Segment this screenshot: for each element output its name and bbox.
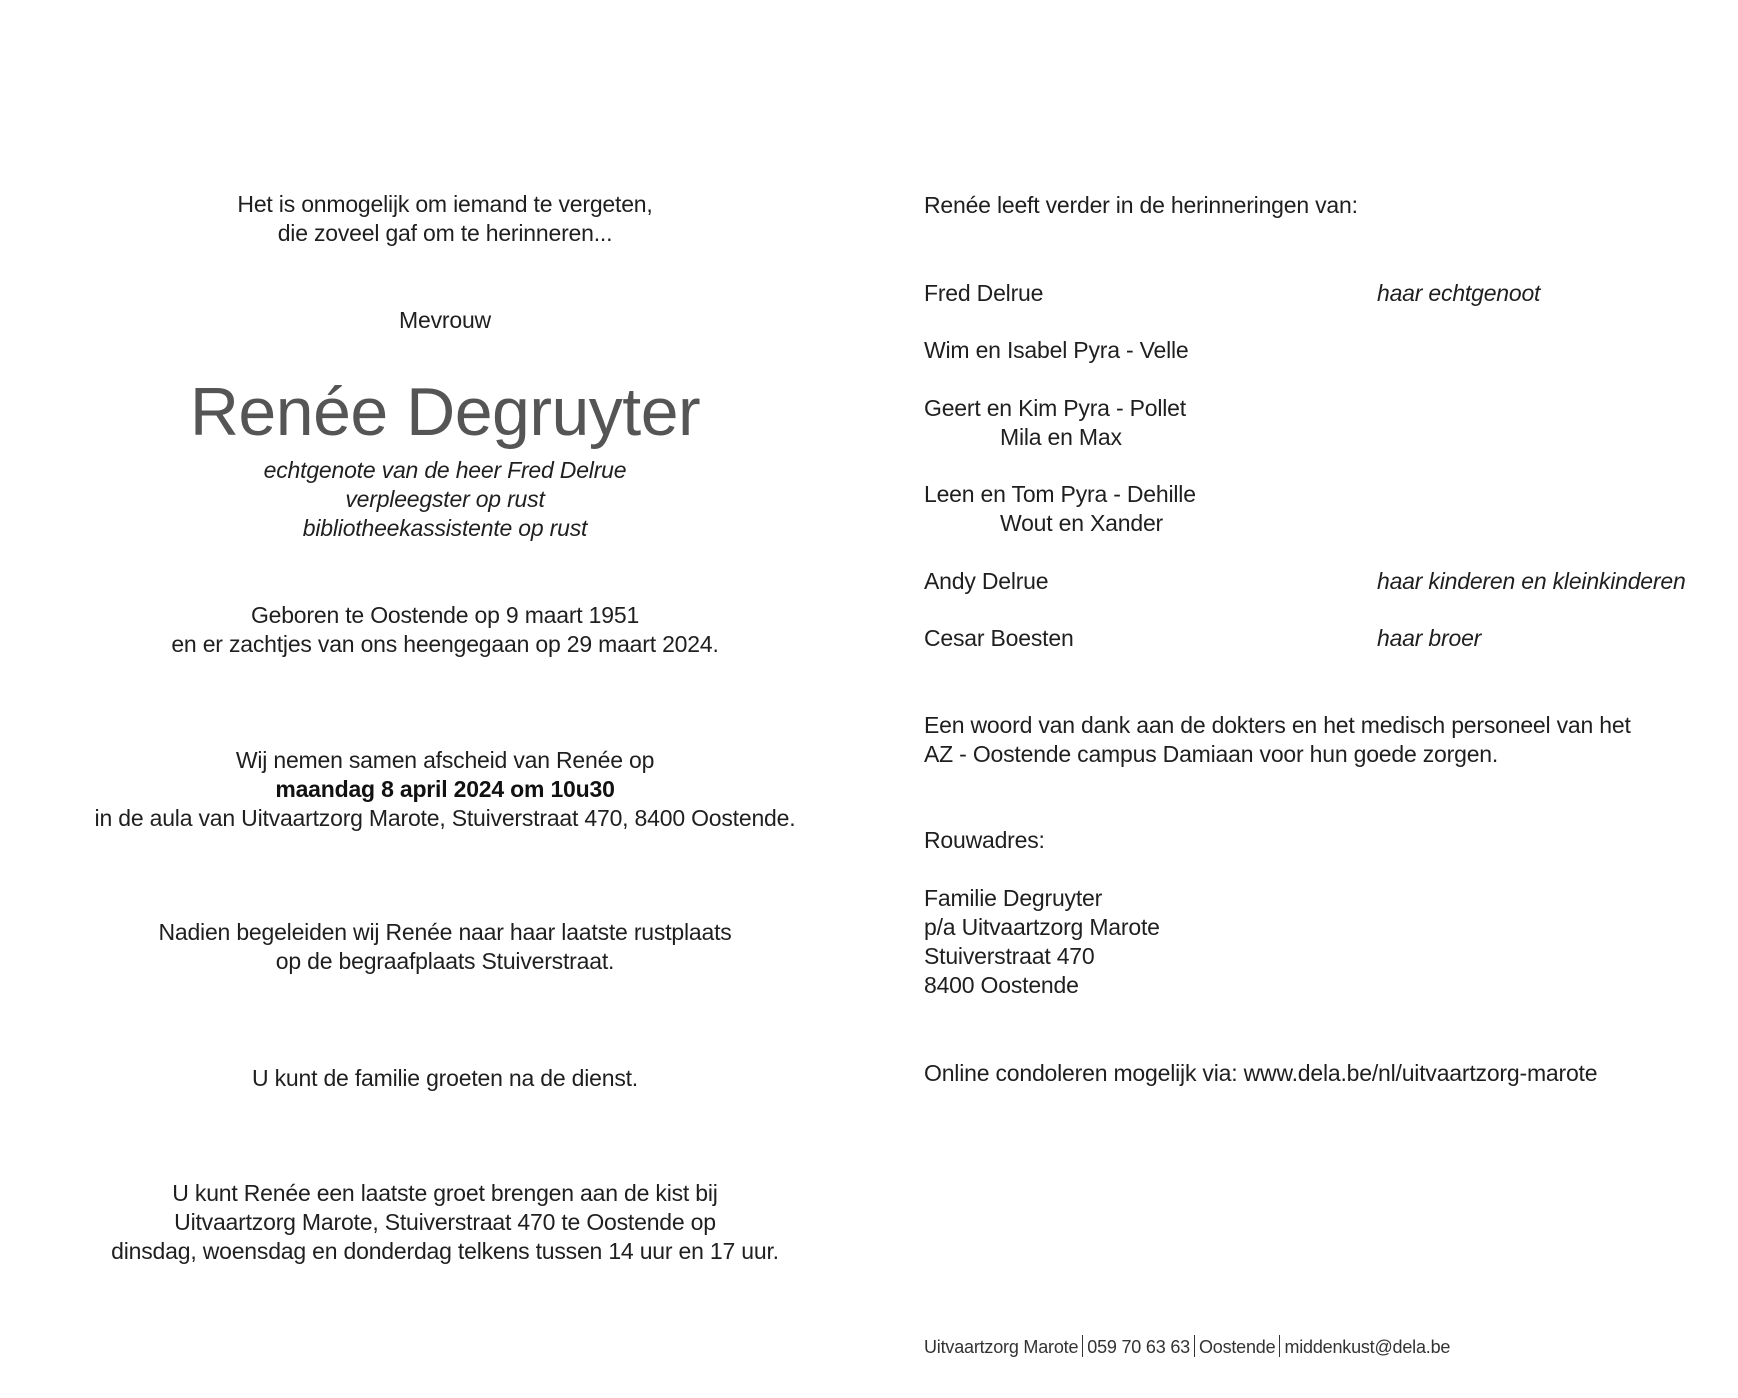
subtitle-spouse: echtgenote van de heer Fred Delrue <box>263 457 627 483</box>
address-line-2: p/a Uitvaartzorg Marote <box>924 914 1160 940</box>
address-line-3: Stuiverstraat 470 <box>924 943 1095 969</box>
thanks-line-2: AZ - Oostende campus Damiaan voor hun goede zorgen. <box>924 741 1499 767</box>
salutation-text: Mevrouw <box>399 307 491 333</box>
address-line-1: Familie Degruyter <box>924 885 1103 911</box>
footer-city: Oostende <box>1198 1337 1276 1357</box>
family-member-relation: haar broer <box>1377 625 1482 651</box>
family-member-relation: haar echtgenoot <box>1377 280 1541 306</box>
opening-quote <box>90 190 800 248</box>
footer-phone: 059 70 63 63 <box>1087 1337 1190 1357</box>
greeting-line: U kunt de familie groeten na de dienst. <box>252 1065 638 1091</box>
family-member-name: Wim en Isabel Pyra - Velle <box>924 337 1189 363</box>
right-column <box>924 0 1724 1398</box>
salutation <box>90 306 800 335</box>
address-label: Rouwadres: <box>924 827 1045 853</box>
separator-divider <box>1082 1335 1083 1357</box>
family-member-relation: haar kinderen en kleinkinderen <box>1377 568 1686 594</box>
subtitle-profession-2: bibliotheekassistente op rust <box>302 515 588 541</box>
separator-divider <box>1279 1335 1280 1357</box>
footer-contact <box>924 1335 1450 1359</box>
farewell-intro: Wij nemen samen afscheid van Renée op <box>235 747 655 773</box>
thanks-line-1: Een woord van dank aan de dokters en het medisch personeel van het <box>924 712 1631 738</box>
burial-line-2: op de begraafplaats Stuiverstraat. <box>275 948 615 974</box>
subtitle-profession-1: verpleegster op rust <box>345 486 545 512</box>
online-condolences-label: Online condoleren mogelijk via: <box>924 1060 1238 1086</box>
burial-info <box>90 918 800 976</box>
family-member-name: Andy Delrue <box>924 568 1049 594</box>
condolences-link[interactable]: www.dela.be/nl/uitvaartzorg-marote <box>1243 1060 1598 1086</box>
family-member-name: Leen en Tom Pyra - Dehille <box>924 481 1196 507</box>
family-member-children: Mila en Max <box>1000 424 1122 450</box>
left-column <box>90 0 800 1398</box>
quote-line-1: Het is onmogelijk om iemand te vergeten, <box>237 191 653 217</box>
deceased-subtitles <box>90 456 800 543</box>
family-member-children: Wout en Xander <box>1000 510 1163 536</box>
footer-email-link[interactable]: middenkust@dela.be <box>1284 1337 1451 1357</box>
farewell-info <box>90 746 800 833</box>
visitation-info <box>90 1179 800 1266</box>
footer-company: Uitvaartzorg Marote <box>924 1337 1079 1357</box>
deceased-name: Renée Degruyter <box>189 374 701 450</box>
greeting-info <box>90 1064 800 1093</box>
visitation-line-2: Uitvaartzorg Marote, Stuiverstraat 470 te Oostende op <box>174 1209 716 1235</box>
birth-death-info <box>90 601 800 659</box>
visitation-line-1: U kunt Renée een laatste groet brengen aan de kist bij <box>172 1180 718 1206</box>
separator-divider <box>1194 1335 1195 1357</box>
quote-line-2: die zoveel gaf om te herinneren... <box>277 220 613 246</box>
family-member-name: Cesar Boesten <box>924 625 1074 651</box>
address-line-4: 8400 Oostende <box>924 972 1079 998</box>
death-line: en er zachtjes van ons heengegaan op 29 maart 2024. <box>171 631 719 657</box>
burial-line-1: Nadien begeleiden wij Renée naar haar laatste rustplaats <box>158 919 732 945</box>
farewell-datetime: maandag 8 april 2024 om 10u30 <box>275 776 615 802</box>
family-member-name: Geert en Kim Pyra - Pollet <box>924 395 1186 421</box>
farewell-location: in de aula van Uitvaartzorg Marote, Stuiverstraat 470, 8400 Oostende. <box>94 805 796 831</box>
family-member-name: Fred Delrue <box>924 280 1044 306</box>
online-condolences <box>924 1059 1597 1088</box>
birth-line: Geboren te Oostende op 9 maart 1951 <box>250 602 640 628</box>
visitation-line-3: dinsdag, woensdag en donderdag telkens tussen 14 uur en 17 uur. <box>111 1238 779 1264</box>
memories-header: Renée leeft verder in de herinneringen van: <box>924 192 1358 218</box>
